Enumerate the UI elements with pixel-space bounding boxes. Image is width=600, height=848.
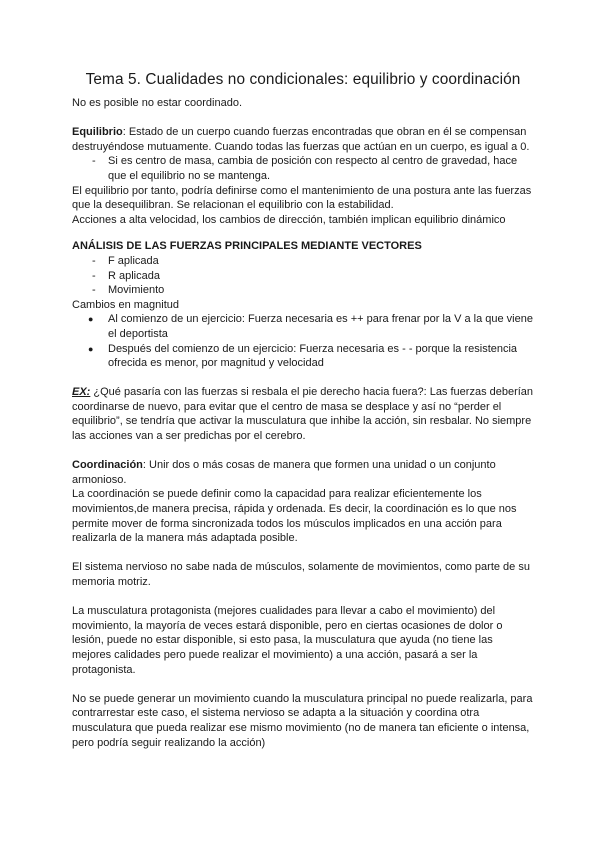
document-title: Tema 5. Cualidades no condicionales: equilibrio y coordinación xyxy=(85,71,521,88)
coordinacion-paragraph: No se puede generar un movimiento cuando la musculatura principal no puede realizarla, para contrarrestar este caso, el sistema nervioso se adapta a la situación y coordina otra musculatura que pueda realizar ese mismo movimiento (no de manera tan eficiente o intensa, pero podría seguir realizando la acción) xyxy=(72,692,533,749)
section-heading-analisis: ANÁLISIS DE LAS FUERZAS PRINCIPALES MEDIANTE VECTORES xyxy=(72,240,422,253)
coordinacion-definition: Coordinación: Unir dos o más cosas de manera que formen una unidad o un conjunto armonioso. xyxy=(72,459,496,486)
cambios-label: Cambios en magnitud xyxy=(72,298,180,311)
equilibrio-paragraph: Acciones a alta velocidad, los cambios de dirección, también implican equilibrio dinámico xyxy=(72,213,506,226)
equilibrio-bullets xyxy=(72,154,534,183)
equilibrio-term: Equilibrio xyxy=(72,126,123,139)
equilibrio-paragraph: El equilibrio por tanto, podría definirse como el mantenimiento de una postura ante las fuerzas que la desequilibran. Se relacionan el equilibrio con la estabilidad. xyxy=(72,184,532,212)
list-item: ● Después del comienzo de un ejercicio: Fuerza necesaria es - - porque la resistencia ofrecida es menor, por magnitud y velocidad xyxy=(72,342,534,371)
coordinacion-paragraph: La coordinación se puede definir como la capacidad para realizar eficientemente los movimientos,de manera precisa, rápida y ordenada. Es decir, la coordinación es lo que nos permite mover de forma sincronizada todos los músculos implicados en una acción para realizarla de la manera más adaptada posible. xyxy=(72,488,517,545)
document-page xyxy=(72,70,534,750)
list-item: - F aplicada xyxy=(72,254,534,269)
list-item: ● Al comienzo de un ejercicio: Fuerza necesaria es ++ para frenar por la V a la que viene el deportista xyxy=(72,312,534,341)
list-item: - Movimiento xyxy=(72,283,534,298)
intro-text: No es posible no estar coordinado. xyxy=(72,97,242,109)
list-item: - Si es centro de masa, cambia de posición con respecto al centro de gravedad, hace que el equilibrio no se mantenga. xyxy=(72,154,534,183)
equilibrio-definition: Equilibrio: Estado de un cuerpo cuando fuerzas encontradas que obran en él se compensan destruyéndose mutuamente. Cuando todas las fuerzas que actúan en un cuerpo, es igual a 0. xyxy=(72,126,530,153)
list-item: - R aplicada xyxy=(72,269,534,284)
coordinacion-paragraph: La musculatura protagonista (mejores cualidades para llevar a cabo el movimiento) del movimiento, la mayoría de veces estará disponible, pero en ciertas ocasiones de dolor o lesión, puede no estar disponible, si esto pasa, la musculatura que ayuda (no tiene las mejores calidades pero puede realizar el movimiento) a una acción, pasará a ser la protagonista. xyxy=(72,605,503,676)
coordinacion-paragraph: El sistema nervioso no sabe nada de músculos, solamente de movimientos, como parte de su memoria motriz. xyxy=(72,561,530,588)
coordinacion-term: Coordinación xyxy=(72,459,143,472)
example-paragraph: EX: ¿Qué pasaría con las fuerzas si resbala el pie derecho hacia fuera?: Las fuerzas deberían coordinarse de nuevo, para evitar que el centro de masa se desplace y así no “perder el equilibrio”, se tendría que activar la musculatura que inhibe la acción, sin resbalar. No siempre las acciones van a ser predichas por el cerebro. xyxy=(72,386,534,443)
forces-list xyxy=(72,254,534,298)
cambios-list xyxy=(72,312,534,370)
example-label: EX: xyxy=(72,386,91,399)
